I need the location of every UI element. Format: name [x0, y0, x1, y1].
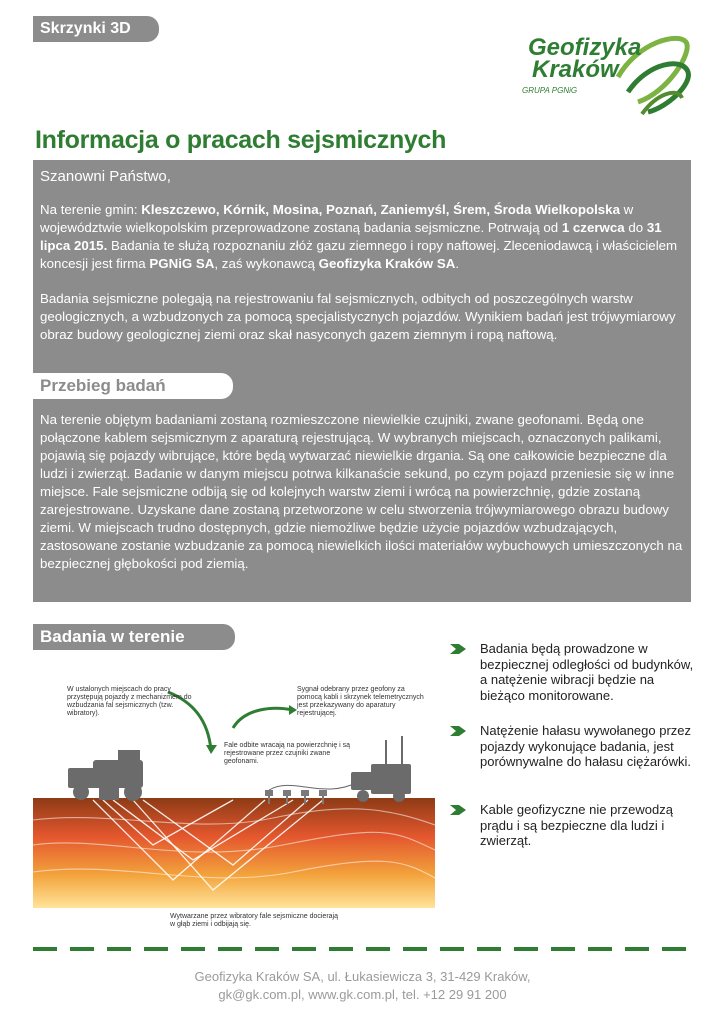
greeting: Szanowni Państwo,: [40, 168, 171, 185]
seismic-cable: [269, 782, 358, 790]
arrow-bullet-icon: [450, 726, 466, 736]
footer: [0, 968, 725, 1004]
caption-waves: Wytwarzane przez wibratory fale sejsmiczne docierają w głąb ziemi i odbijają się.: [170, 913, 338, 928]
section-heading-field: Badania w terenie: [33, 624, 235, 650]
ground-layers: [33, 798, 435, 908]
intro-p1-part: .: [455, 256, 460, 271]
dashed-divider: [33, 947, 693, 951]
intro-p1-part: Badania te służą rozpoznaniu złóż gazu ziemnego i ropy naftowej. Zleceniodawcą i właścicielem koncesji jest firma: [40, 238, 678, 271]
logo-text-line2: Kraków: [532, 56, 619, 83]
bullet-text: Kable geofizyczne nie przewodzą prądu i są bezpieczne dla ludzi i zwierząt.: [480, 802, 673, 848]
intro-p1-part: Na terenie gmin:: [40, 202, 142, 217]
intro-p1-client: PGNiG SA: [149, 256, 215, 271]
logo-text-line1: Geofizyka: [528, 34, 642, 61]
intro-p1-part: do: [624, 220, 647, 235]
intro-p1-part: w województwie wielkopolskim przeprowadzone zostaną badania sejsmiczne. Potrwają od: [40, 202, 634, 235]
page-title: Informacja o pracach sejsmicznych: [35, 126, 447, 154]
caption-reflected: Fale odbite wracają na powierzchnię i są rejestrowane przez czujniki zwane geofonami.: [224, 742, 351, 765]
green-arrow-signal-head-icon: [289, 705, 297, 715]
arrow-bullet-icon: [450, 644, 466, 654]
section-tab-skrzynki: Skrzynki 3D: [33, 16, 159, 42]
section-heading-progress: Przebieg badań: [33, 373, 233, 399]
intro-p1-contractor: Geofizyka Kraków SA: [318, 256, 456, 271]
caption-signal: Sygnał odebrany przez geofony za pomocą kabli i skrzynek telemetrycznych jest przekazywany do aparatury rejestrującej.: [297, 686, 424, 717]
intro-p1-part: , zaś wykonawcą: [214, 256, 319, 271]
bullet-text: Badania będą prowadzone w bezpiecznej odległości od budynków, a natężenie wibracji będzie na bieżąco monitorowane.: [480, 641, 694, 703]
intro-p1-communes: Kleszczewo, Kórnik, Mosina, Poznań, Zaniemyśl, Śrem, Środa Wielkopolska: [141, 202, 620, 217]
logo-group-label: GRUPA PGNiG: [522, 86, 578, 95]
progress-paragraph: Na terenie objętym badaniami zostaną rozmieszczone niewielkie czujniki, zwane geofonami. Będą one połączone kablem sejsmicznym z aparaturą rejestrującą. W wybranych miejscach, oznaczonych palikami, pojawią się pojazdy wibrujące, które będą wytwarzać niewielkie drgania. Są one całkowicie bezpieczne dla ludzi i zwierząt. Badanie w danym miejscu potrwa kilkanaście sekund, po czym pojazd przeniesie się w inne miejsce. Fale sejsmiczne odbiją się od kolejnych warstw ziemi i wrócą na powierzchnię, gdzie zostaną zarejestrowane. Uzyskane dane zostaną przetworzone w celu stworzenia trójwymiarowego obrazu budowy ziemi. W miejscach trudno dostępnych, gdzie niemożliwe będzie użycie pojazdów wzbudzających, zastosowane zostanie wzbudzanie za pomocą niewielkich ilości materiałów wybuchowych umieszczonych na bezpiecznej głębokości pod ziemią.: [40, 412, 683, 571]
arrow-bullet-icon: [450, 805, 466, 815]
green-arrow-head-icon: [206, 745, 217, 754]
green-arrow-signal-icon: [233, 708, 293, 728]
company-logo: [518, 22, 698, 122]
intro-paragraph-2: Badania sejsmiczne polegają na rejestrowaniu fal sejsmicznych, odbitych od poszczególnych warstw geologicznych, a wzbudzonych za pomocą specjalistycznych pojazdów. Wynikiem badań jest trójwymiarowy obraz budowy geologicznej ziemi oraz skał nasyconych gazem ziemnym i ropą naftową.: [40, 291, 676, 342]
vibrator-truck-icon: [68, 750, 143, 801]
bullet-text: Natężenie hałasu wywołanego przez pojazdy wykonujące badania, jest porównywalne do hałasu ciężarówki.: [480, 723, 692, 769]
intro-p1-start-date: 1 czerwca: [561, 220, 625, 235]
caption-vibrators: W ustalonych miejscach do pracy przystępują pojazdy z mechanizmem do wzbudzania fal sejsmicznych (tzw. wibratory).: [67, 686, 192, 717]
footer-contact[interactable]: gk@gk.com.pl, www.gk.com.pl, tel. +12 29 91 200: [218, 987, 507, 1002]
footer-address: Geofizyka Kraków SA, ul. Łukasiewicza 3, 31-429 Kraków,: [194, 969, 531, 984]
intro-p1-end-date: 31 lipca 2015.: [40, 220, 662, 253]
intro-paragraph-1: [40, 201, 690, 273]
